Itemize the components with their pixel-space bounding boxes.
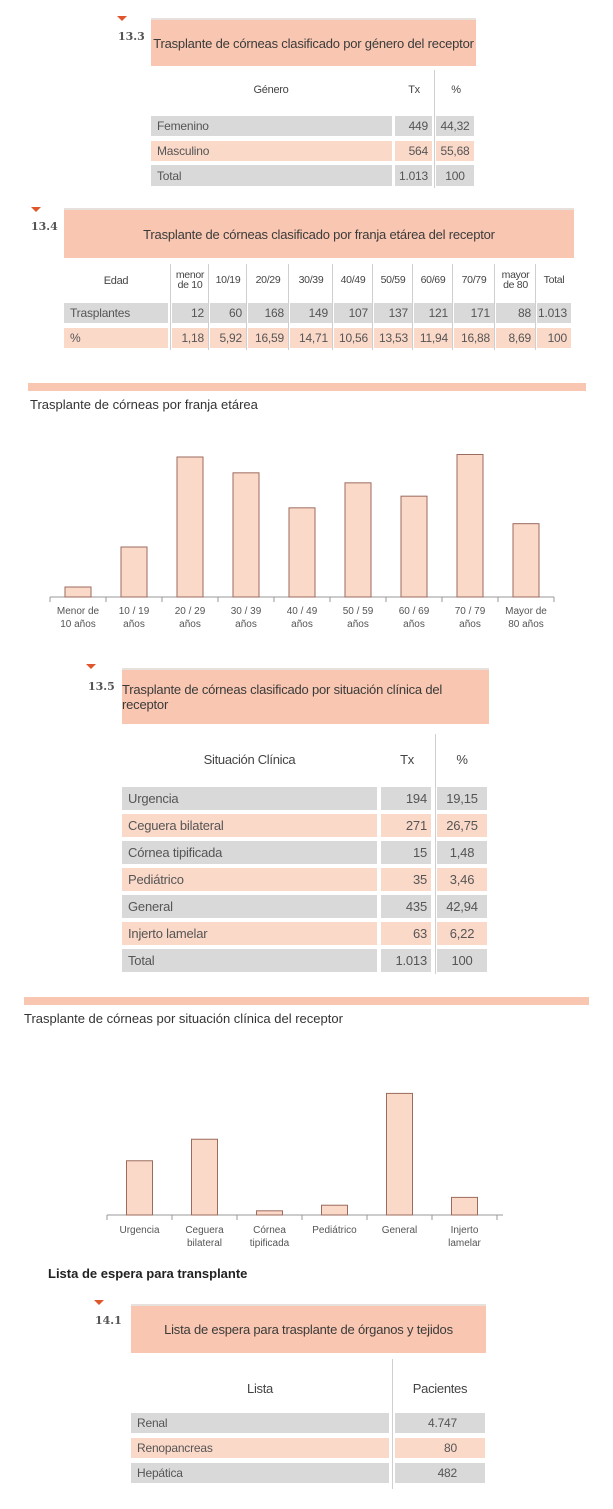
- column-header-tx: Tx: [400, 752, 414, 767]
- table-cell: 13,53: [374, 328, 412, 348]
- table-cell: 42,94: [437, 895, 487, 918]
- x-tick-label: años: [123, 619, 145, 630]
- bar: [387, 1093, 413, 1215]
- table-cell: 168: [248, 303, 288, 323]
- x-tick-label: bilateral: [186, 1238, 223, 1249]
- table-cell: 16,88: [454, 328, 494, 348]
- section-marker: [94, 1300, 104, 1305]
- table-cell: 271: [381, 814, 431, 837]
- x-tick-label: años: [235, 619, 257, 630]
- table-cell: 100: [437, 949, 487, 972]
- x-tick-label: años: [403, 619, 425, 630]
- table-cell: Córnea tipificada: [122, 841, 377, 864]
- table-cell: 88: [496, 303, 535, 323]
- x-tick-label: Mayor de: [505, 606, 547, 617]
- row-header-edad: Edad: [103, 275, 129, 287]
- column-header-lista: Lista: [247, 1381, 273, 1396]
- bar: [233, 473, 259, 597]
- column-header-genero: Género: [253, 84, 289, 96]
- x-tick-label: 60 / 69: [398, 606, 430, 617]
- bar: [322, 1205, 348, 1215]
- table-cell: 63: [381, 922, 431, 945]
- column-header-pct: %: [451, 84, 461, 96]
- x-tick-label: tipificada: [249, 1238, 290, 1249]
- x-tick-label: Injerto: [450, 1225, 479, 1236]
- column-header: 30/39: [298, 274, 324, 286]
- table-title: Lista de espera para trasplante de órganos y tejidos: [131, 1304, 486, 1353]
- bar: [65, 587, 91, 597]
- chart-title: Trasplante de córneas por situación clínica del receptor: [24, 1011, 343, 1026]
- chart-title: Trasplante de córneas por franja etárea: [30, 397, 258, 412]
- table-cell: 14,71: [290, 328, 332, 348]
- waiting-list-heading: Lista de espera para transplante: [48, 1266, 248, 1281]
- table-cell: 10,56: [334, 328, 372, 348]
- table-cell: 435: [381, 895, 431, 918]
- table-cell: 26,75: [437, 814, 487, 837]
- column-header: mayor de 80: [501, 269, 530, 291]
- bar: [513, 524, 539, 597]
- section-band: [28, 383, 586, 391]
- x-tick-label: lamelar: [448, 1238, 481, 1249]
- bar: [289, 508, 315, 597]
- table-cell: 3,46: [437, 868, 487, 891]
- table-cell: 1,18: [172, 328, 208, 348]
- bar: [401, 496, 427, 597]
- table-cell: 12: [172, 303, 208, 323]
- x-tick-label: Ceguera: [185, 1225, 224, 1236]
- section-number: 14.1: [95, 1314, 122, 1327]
- x-tick-label: Córnea: [253, 1225, 286, 1236]
- table-cell: 100: [537, 328, 571, 348]
- column-header: 70/79: [461, 274, 487, 286]
- x-tick-label: 40 / 49: [286, 606, 318, 617]
- section-number: 13.3: [118, 30, 145, 43]
- table-cell: 60: [210, 303, 246, 323]
- bar: [127, 1161, 153, 1215]
- x-tick-label: Menor de: [56, 606, 100, 617]
- table-cell: Total: [122, 949, 377, 972]
- bar: [121, 547, 147, 597]
- table-cell: Pediátrico: [122, 868, 377, 891]
- bar: [457, 455, 483, 598]
- x-tick-label: Urgencia: [119, 1225, 160, 1236]
- age-bar-chart: [40, 430, 565, 645]
- table-cell: 1.013: [381, 949, 431, 972]
- clinic-bar-chart: [105, 1085, 510, 1260]
- x-tick-label: años: [179, 619, 201, 630]
- table-cell: 194: [381, 787, 431, 810]
- x-tick-label: General: [381, 1225, 418, 1236]
- table-title: Trasplante de córneas clasificado por situación clínica del receptor: [122, 668, 489, 724]
- column-header: 50/59: [380, 274, 406, 286]
- section-number: 13.4: [31, 220, 58, 233]
- table-cell: Injerto lamelar: [122, 922, 377, 945]
- table-title: Trasplante de córneas clasificado por franja etárea del receptor: [64, 208, 574, 258]
- x-tick-label: años: [291, 619, 313, 630]
- x-tick-label: Pediátrico: [312, 1225, 357, 1236]
- x-tick-label: 30 / 39: [230, 606, 262, 617]
- row-label-trasplantes: Trasplantes: [64, 303, 168, 323]
- section-number: 13.5: [88, 680, 115, 693]
- column-header-situacion: Situación Clínica: [203, 752, 296, 767]
- column-header: 60/69: [420, 274, 446, 286]
- table-cell: General: [122, 895, 377, 918]
- x-tick-label: 10 / 19: [118, 606, 150, 617]
- x-tick-label: años: [459, 619, 481, 630]
- table-cell: 15: [381, 841, 431, 864]
- column-header-tx: Tx: [408, 84, 420, 96]
- column-header: menor de 10: [175, 269, 205, 291]
- table-cell: Urgencia: [122, 787, 377, 810]
- table-cell: 35: [381, 868, 431, 891]
- table-cell: 6,22: [437, 922, 487, 945]
- table-title: Trasplante de córneas clasificado por género del receptor: [151, 18, 476, 66]
- column-header: 10/19: [215, 274, 241, 286]
- bar: [177, 457, 203, 597]
- x-tick-label: 20 / 29: [174, 606, 206, 617]
- column-header-pacientes: Pacientes: [412, 1381, 468, 1396]
- table-cell: 121: [414, 303, 452, 323]
- column-header-pct: %: [456, 752, 468, 767]
- row-label-percent: %: [64, 328, 168, 348]
- x-tick-label: 10 años: [60, 619, 96, 630]
- bar: [452, 1197, 478, 1215]
- column-header: Total: [543, 274, 565, 286]
- x-tick-label: 80 años: [508, 619, 544, 630]
- table-cell: 16,59: [248, 328, 288, 348]
- bar: [345, 483, 371, 597]
- bar: [192, 1139, 218, 1215]
- table-cell: 137: [374, 303, 412, 323]
- table-cell: 107: [334, 303, 372, 323]
- table-cell: 5,92: [210, 328, 246, 348]
- section-marker: [117, 16, 127, 21]
- x-tick-label: años: [347, 619, 369, 630]
- bar: [257, 1211, 283, 1215]
- column-header: 20/29: [255, 274, 281, 286]
- table-cell: 8,69: [496, 328, 535, 348]
- table-cell: 171: [454, 303, 494, 323]
- section-marker: [86, 664, 96, 669]
- table-cell: Ceguera bilateral: [122, 814, 377, 837]
- section-marker: [31, 207, 41, 212]
- x-tick-label: 70 / 79: [454, 606, 486, 617]
- table-cell: 19,15: [437, 787, 487, 810]
- table-cell: 11,94: [414, 328, 452, 348]
- x-tick-label: 50 / 59: [342, 606, 374, 617]
- table-cell: 149: [290, 303, 332, 323]
- column-header: 40/49: [340, 274, 366, 286]
- table-cell: 1.013: [537, 303, 571, 323]
- section-band: [24, 997, 589, 1005]
- table-cell: 1,48: [437, 841, 487, 864]
